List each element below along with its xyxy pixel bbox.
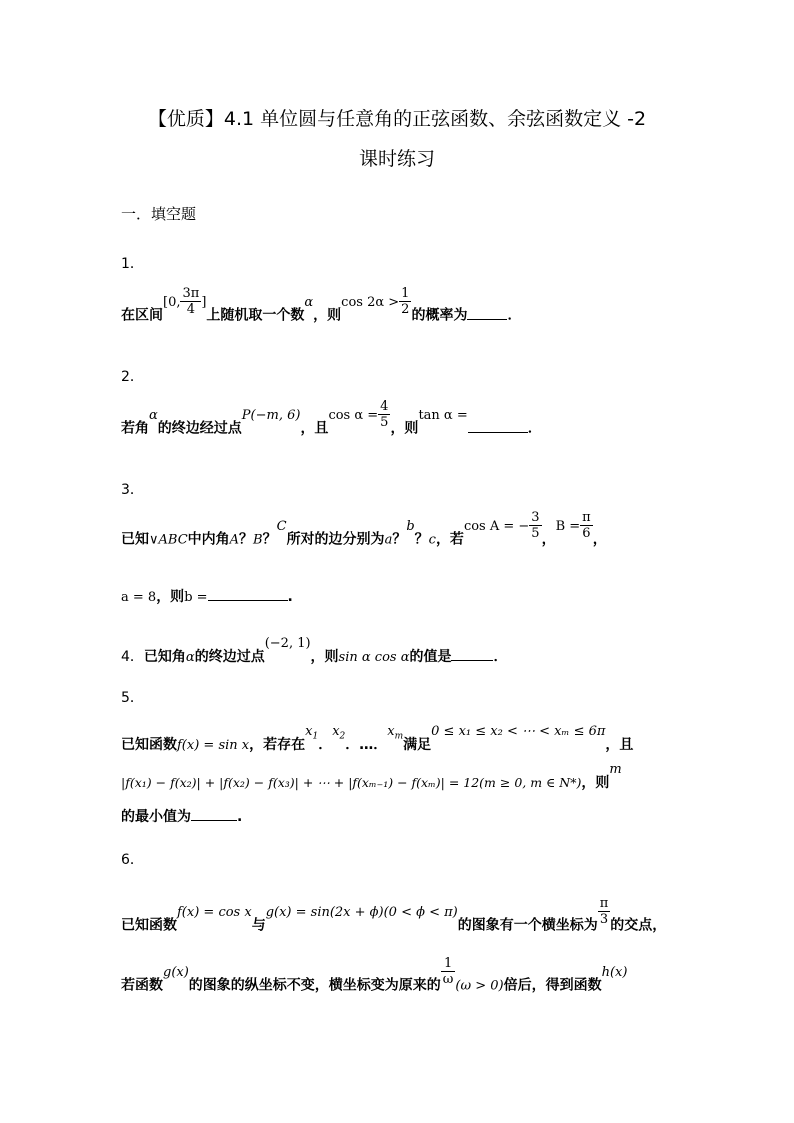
problem-2-text: 若角α的终边经过点P(−m, 6)，且cos α = $\frac{4}{5}$ ，则tan α =． bbox=[121, 399, 542, 437]
answer-blank-1[interactable] bbox=[467, 307, 507, 320]
document-title-line2: 课时练习 bbox=[358, 148, 435, 170]
problem-6-number: 6． bbox=[121, 852, 144, 868]
problem-2-number: 2． bbox=[121, 369, 144, 385]
problem-3-text: 已知∨ABC中内角A？B？C所对的边分别为a？b？c，若cos A = − $\frac{3}{5}$ ，B = $\frac{\pi}{6}$ ， bbox=[121, 510, 607, 548]
problem-5-text-line3: 的最小值为 . bbox=[121, 809, 243, 825]
problem-1-text: 在区间[0, $\frac{3\pi}{4}$ ]上随机取一个数α，则cos 2α > $\frac{1}{2}$ 的概率为 ． bbox=[121, 286, 522, 324]
problem-4-text: 4．已知角α的终边过点(−2, 1)，则sin α cos α的值是 ． bbox=[121, 636, 508, 665]
problem-6-text: 已知函数f(x) = cos x与g(x) = sin(2x + ϕ)(0 < ϕ < π)的图象有一个横坐标为 $\frac{\pi}{3}$ 的交点， bbox=[121, 896, 667, 934]
answer-blank-5[interactable] bbox=[191, 808, 237, 821]
document-title-line1: 【优质】4.1 单位圆与任意角的正弦函数、余弦函数定义 -2 bbox=[147, 108, 647, 130]
problem-6-text-line2: 若函数g(x)的图象的纵坐标不变，横坐标变为原来的 $\frac{1}{\omega}$ (ω > 0)倍后，得到函数h(x) bbox=[121, 956, 628, 994]
problem-5-text-line2: |f(x₁) − f(x₂)| + |f(x₂) − f(x₃)| + ⋯ + |f(xₘ₋₁) − f(xₘ)| = 12(m ≥ 0, m ∈ N*)，则m bbox=[121, 762, 622, 791]
problem-3-number: 3． bbox=[121, 482, 144, 498]
answer-blank-4[interactable] bbox=[451, 648, 493, 661]
problem-1-number: 1． bbox=[121, 256, 144, 272]
problem-3-text-line2: a = 8，则b = . bbox=[121, 589, 293, 605]
problem-5-text: 已知函数f(x) = sin x，若存在$x_1$．$x_2$．…．$x_m$满足0 ≤ x₁ ≤ x₂ < ⋯ < xₘ ≤ 6π，且 bbox=[121, 724, 634, 753]
problem-5-number: 5． bbox=[121, 690, 144, 706]
answer-blank-2[interactable] bbox=[468, 420, 528, 433]
section-heading: 一．填空题 bbox=[121, 205, 197, 223]
answer-blank-3[interactable] bbox=[208, 588, 288, 601]
